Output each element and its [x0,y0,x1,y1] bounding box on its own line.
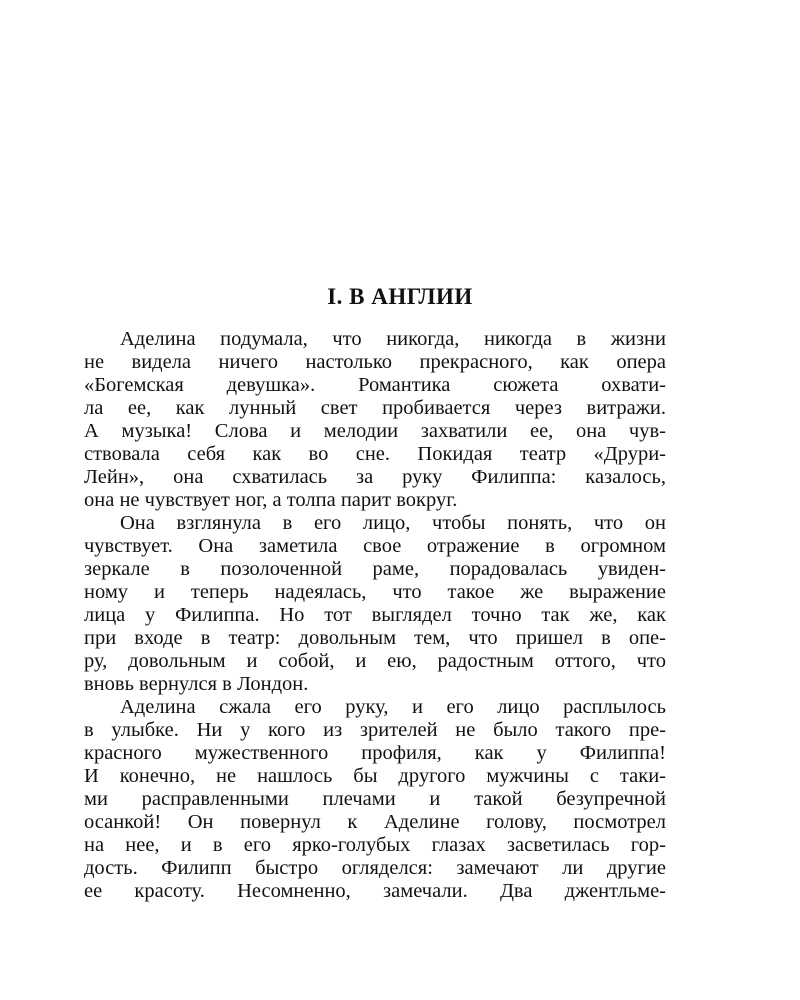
text-line: вновь вернулся в Лондон. [84,673,309,695]
text-line: на нее, и в его ярко-голубых глазах засветилась гор- [84,834,666,856]
text-line: Лейн», она схватилась за руку Филиппа: казалось, [84,466,666,488]
text-line: ее красоту. Несомненно, замечали. Два джентльме- [84,880,666,902]
text-line: А музыка! Слова и мелодии захватили ее, она чув- [84,420,666,442]
text-line: осанкой! Он повернул к Аделине голову, посмотрел [84,811,666,833]
text-line: ному и теперь надеялась, что такое же выражение [84,581,666,603]
text-line: зеркале в позолоченной раме, порадовалась увиден- [84,558,666,580]
text-line: ру, довольным и собой, и ею, радостным оттого, что [84,650,666,672]
text-line: Аделина сжала его руку, и его лицо расплылось [120,696,666,718]
text-line: лица у Филиппа. Но тот выглядел точно так же, как [84,604,666,626]
text-line: ствовала себя как во сне. Покидая театр «Друри- [84,443,666,465]
text-line: ми расправленными плечами и такой безупречной [84,788,666,810]
text-line: И конечно, не нашлось бы другого мужчины с таки- [84,765,666,787]
text-line: при входе в театр: довольным тем, что пришел в опе- [84,627,666,649]
text-line: дость. Филипп быстро огляделся: замечают ли другие [84,857,666,879]
text-line: ла ее, как лунный свет пробивается через витражи. [84,397,666,419]
text-line: в улыбке. Ни у кого из зрителей не было такого пре- [84,719,666,741]
chapter-title: I. В АНГЛИИ [327,284,473,309]
text-line: не видела ничего настолько прекрасного, как опера [84,351,666,373]
text-line: красного мужественного профиля, как у Филиппа! [84,742,666,764]
text-line: «Богемская девушка». Романтика сюжета охвати- [84,374,666,396]
text-line: Аделина подумала, что никогда, никогда в жизни [120,328,666,350]
text-line: она не чувствует ног, а толпа парит вокруг. [84,489,458,511]
text-line: чувствует. Она заметила свое отражение в огромном [84,535,666,557]
text-line: Она взглянула в его лицо, чтобы понять, что он [120,512,666,534]
